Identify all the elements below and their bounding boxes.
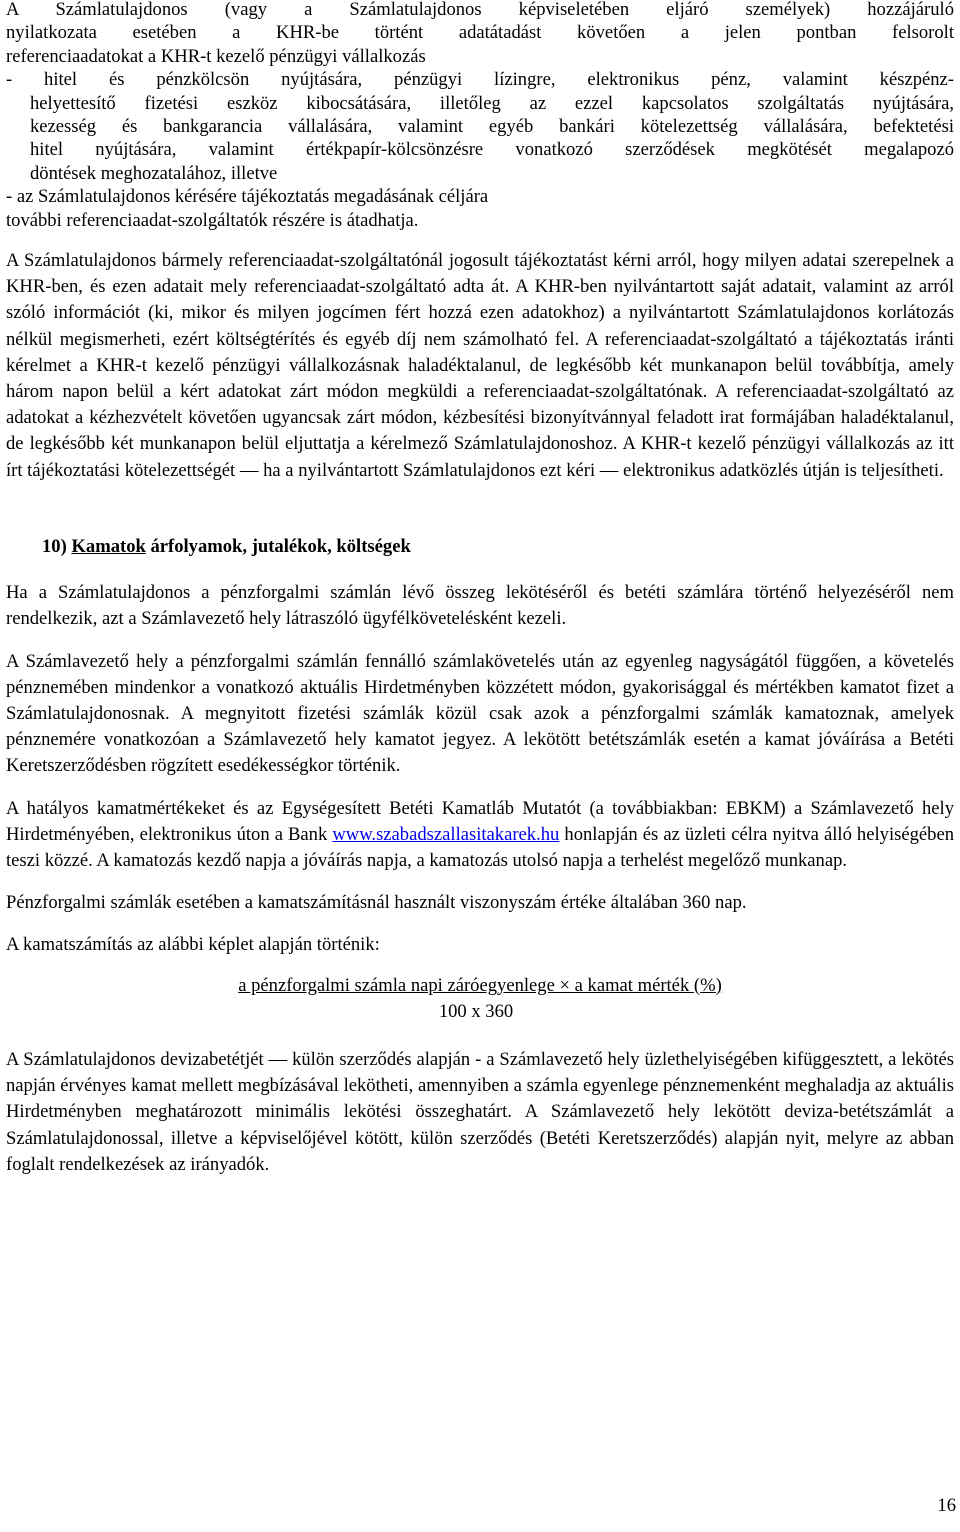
paragraph-foreign-deposit: A Számlatulajdonos devizabetétjét — külön szerződés alapján - a Számlavezető hely üzlethelyiségében kifüggesztett, a lekötés napján érvényes kamat mellett megbízásával lekötheti, amennyiben a számla egyenlege pénznemenként meghaladja az aktuális Hirdetményben meghatározott minimális lekötési összeghatárt. A Számlavezető hely lekötött deviza-betétszámlát a Számlatulajdonossal, illetve a képviselőjével kötött, külön szerződés (Betéti Keretszerződés) alapján nyit, melyre az abban foglalt rendelkezések az irányadók. — [6, 1048, 954, 1175]
section-title-rest: árfolyamok, jutalékok, költségek — [145, 535, 411, 557]
intro-line: nyilatkozata esetében a KHR-be történt adatátadást követően a jelen pontban felsorolt — [6, 22, 954, 44]
formula-denominator: 100 x 360 — [438, 1000, 514, 1022]
intro-closing: további referenciaadat-szolgáltatók részére is átadhatja. — [6, 209, 419, 231]
section-number: 10) — [42, 535, 67, 557]
khr-paragraph: A Számlatulajdonos bármely referenciaadat-szolgáltatónál jogosult tájékoztatást kérni arról, hogy milyen adatai szerepelnek a KHR-ben, és ezen adatait mely referenciaadat-szolgáltató adta át. A KHR-ben nyilvántartott saját adatait, valamint az arról szóló információt (ki, mikor és milyen jogcímen fért hozzá ezen adatokhoz) a nyilvántartott Számlatulajdonos korlátozás nélkül megismerheti, ezért költségtérítés és egyéb díj nem számolható fel. A referenciaadat-szolgáltató a tájékoztatás iránti kérelmet a KHR-t kezelő pénzügyi vállalkozásnak haladéktalanul, de legkésőbb két munkanapon belül továbbítja, amely három napon belül a kért adatokat zárt módon megküldi a referenciaadat-szolgáltatónak. A referenciaadat-szolgáltató az adatokat a kézhezvételt követően ugyancsak zárt módon, kézbesítési bizonyítvánnyal feladott irat formájában haladéktalanul, de legkésőbb két munkanapon belül eljuttatja a kérelmező Számlatulajdonoshoz. A KHR-t kezelő pénzügyi vállalkozás az itt írt tájékoztatási kötelezettségét — ha a nyilvántartott Számlatulajdonos ezt kéri — elektronikus adatközlés útján is teljesítheti. — [6, 250, 954, 481]
intro-line: referenciaadatokat a KHR-t kezelő pénzügyi vállalkozás — [6, 45, 426, 67]
bank-website-link[interactable]: www.szabadszallasitakarek.hu — [332, 823, 560, 845]
page-number: 16 — [937, 1495, 956, 1516]
bullet-item-line: - hitel és pénzkölcsön nyújtására, pénzügyi lízingre, elektronikus pénz, valamint készpénz- — [6, 69, 954, 91]
section-title-underlined: Kamatok — [71, 535, 146, 557]
paragraph-day-count: Pénzforgalmi számlák esetében a kamatszámításnál használt viszonyszám értéke általában 360 nap. — [6, 892, 747, 914]
document-page — [6, 0, 954, 1178]
paragraph-text: honlapján és az üzleti célra nyitva álló helyiségében teszi közzé. A kamatozás kezdő napja a jóváírás napja, a kamatozás utolsó napja a terhelést megelőző munkanap. — [6, 823, 954, 871]
bullet-item-line: kezesség és bankgarancia vállalására, valamint egyéb bankári kötelezettség vállalására, befektetési — [30, 116, 954, 138]
formula-numerator: a pénzforgalmi számla napi záróegyenlege × a kamat mérték (%) — [238, 974, 722, 996]
bullet-item: - az Számlatulajdonos kérésére tájékoztatás megadásának céljára — [6, 186, 489, 208]
intro-block — [6, 0, 954, 232]
bullet-item-line: döntések meghozatalához, illetve — [30, 162, 278, 184]
paragraph-interest-rates — [6, 796, 954, 875]
paragraph-formula-intro: A kamatszámítás az alábbi képlet alapján történik: — [6, 934, 380, 956]
paragraph-unallocated-balance: Ha a Számlatulajdonos a pénzforgalmi számlán lévő összeg lekötéséről és betéti számlára történő helyezéséről nem rendelkezik, azt a Számlavezető hely látraszóló ügyfélkövetelésként kezeli. — [6, 582, 954, 630]
intro-line: A Számlatulajdonos (vagy a Számlatulajdonos képviseletében eljáró személyek) hozzájáruló — [6, 0, 954, 20]
paragraph-text: A hatályos kamatmértékeket és az Egységesített Betéti Kamatláb Mutatót (a továbbiakban: EBKM) a Számlavezető hely Hirdetményében, elektronikus úton a Bank — [6, 797, 954, 845]
bullet-item-line: helyettesítő fizetési eszköz kibocsátására, illetőleg az ezzel kapcsolatos szolgáltatás nyújtására, — [30, 92, 954, 114]
section-heading — [6, 534, 954, 560]
paragraph-interest-payment: A Számlavezető hely a pénzforgalmi számlán fennálló számlakövetelés után az egyenleg nagyságától függően, a követelés pénznemében mindenkor a vonatkozó aktuális Hirdetményben közzétett módon, gyakorisággal és mértékben kamatot fizet a Számlatulajdonosnak. A megnyitott fizetési számlák közül csak azok a pénzforgalmi számlák kamatoznak, amelyek pénznemére vonatkozóan a Számlavezető hely kamatot jegyez. A lekötött betétszámlák esetén a kamat jóváírása a Betéti Keretszerződésben rögzített esedékességkor történik. — [6, 650, 954, 777]
interest-formula — [6, 973, 954, 1025]
bullet-item-line: hitel nyújtására, valamint értékpapír-kölcsönzésre vonatkozó szerződések megkötését megalapozó — [30, 139, 954, 161]
